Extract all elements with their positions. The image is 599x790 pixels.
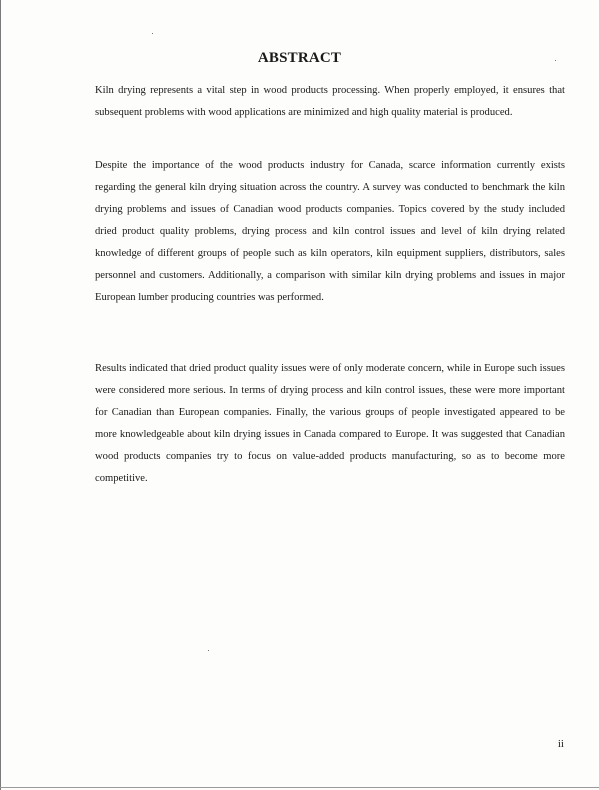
scan-speck <box>208 650 209 651</box>
scan-speck <box>152 33 153 34</box>
page-bottom-edge <box>0 787 599 788</box>
abstract-paragraph-1: Kiln drying represents a vital step in wood products processing. When properly employed, it ensures that subsequent problems with wood applications are minimized and high quality material is produced. <box>95 85 565 118</box>
page-number: ii <box>557 738 564 750</box>
abstract-paragraph-2: Despite the importance of the wood products industry for Canada, scarce information currently exists regarding the general kiln drying situation across the country. A survey was conducted to benchmark the kiln drying problems and issues of Canadian wood products companies. Topics covered by the study included dried product quality problems, drying process and kiln control issues and level of kiln drying related knowledge of different groups of people such as kiln operators, kiln equipment suppliers, distributors, sales personnel and customers. Additionally, a comparison with similar kiln drying problems and issues in major European lumber producing countries was performed. <box>95 160 565 303</box>
page-left-edge <box>0 0 1 790</box>
abstract-paragraph-3: Results indicated that dried product quality issues were of only moderate concern, while in Europe such issues were considered more serious. In terms of drying process and kiln control issues, these were more important for Canadian than European companies. Finally, the various groups of people investigated appeared to be more knowledgeable about kiln drying issues in Canada compared to Europe. It was suggested that Canadian wood products companies try to focus on value-added products manufacturing, so as to become more competitive. <box>95 363 565 484</box>
abstract-heading: ABSTRACT <box>257 50 342 66</box>
